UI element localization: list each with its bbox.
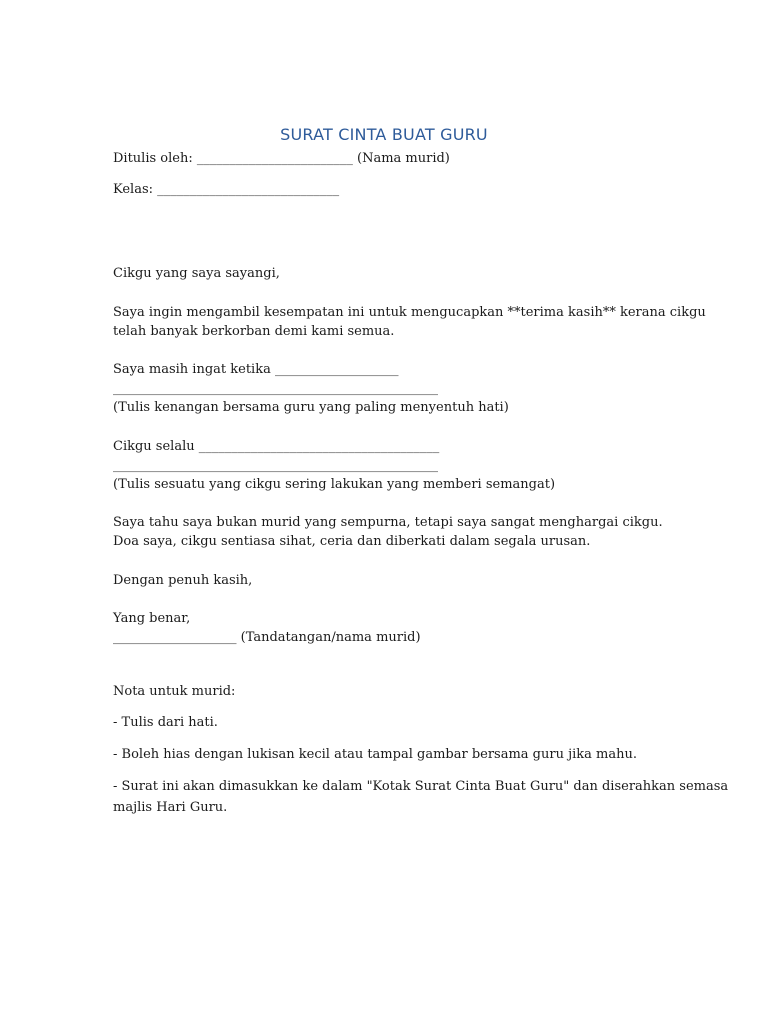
always-hint: (Tulis sesuatu yang cikgu sering lakukan yang memberi semangat) bbox=[113, 477, 556, 492]
note-item-2: - Boleh hias dengan lukisan kecil atau tampal gambar bersama guru jika mahu. bbox=[113, 747, 637, 762]
paragraph-2-line-1: Saya tahu saya bukan murid yang sempurna, tetapi saya sangat menghargai cikgu. bbox=[113, 515, 663, 530]
sincerely-line: Yang benar, bbox=[113, 611, 191, 626]
paragraph-1-line-1: Saya ingin mengambil kesempatan ini untuk mengucapkan **terima kasih** kerana cikgu bbox=[113, 305, 706, 320]
memory-hint: (Tulis kenangan bersama guru yang paling menyentuh hati) bbox=[113, 400, 509, 415]
document-title: SURAT CINTA BUAT GURU bbox=[280, 125, 488, 144]
class-line: Kelas: ____________________________ bbox=[113, 182, 340, 197]
paragraph-1-line-2: telah banyak berkorban demi kami semua. bbox=[113, 324, 395, 339]
paragraph-2-line-2: Doa saya, cikgu sentiasa sihat, ceria dan diberkati dalam segala urusan. bbox=[113, 534, 591, 549]
memory-line-1: Saya masih ingat ketika ___________________ bbox=[113, 362, 399, 377]
always-line-1: Cikgu selalu _____________________________________ bbox=[113, 439, 440, 454]
written-by-line: Ditulis oleh: ________________________ (Nama murid) bbox=[113, 151, 450, 166]
closing-line: Dengan penuh kasih, bbox=[113, 573, 253, 588]
always-line-2: __________________________________________________ bbox=[113, 458, 438, 473]
note-item-3-line-1: - Surat ini akan dimasukkan ke dalam "Kotak Surat Cinta Buat Guru" dan diserahkan semasa bbox=[113, 779, 729, 794]
note-heading: Nota untuk murid: bbox=[113, 684, 236, 699]
memory-line-2: __________________________________________________ bbox=[113, 381, 438, 396]
note-item-3-line-2: majlis Hari Guru. bbox=[113, 800, 228, 815]
greeting: Cikgu yang saya sayangi, bbox=[113, 266, 280, 281]
note-item-1: - Tulis dari hati. bbox=[113, 715, 218, 730]
signature-line: ___________________ (Tandatangan/nama murid) bbox=[113, 630, 421, 645]
